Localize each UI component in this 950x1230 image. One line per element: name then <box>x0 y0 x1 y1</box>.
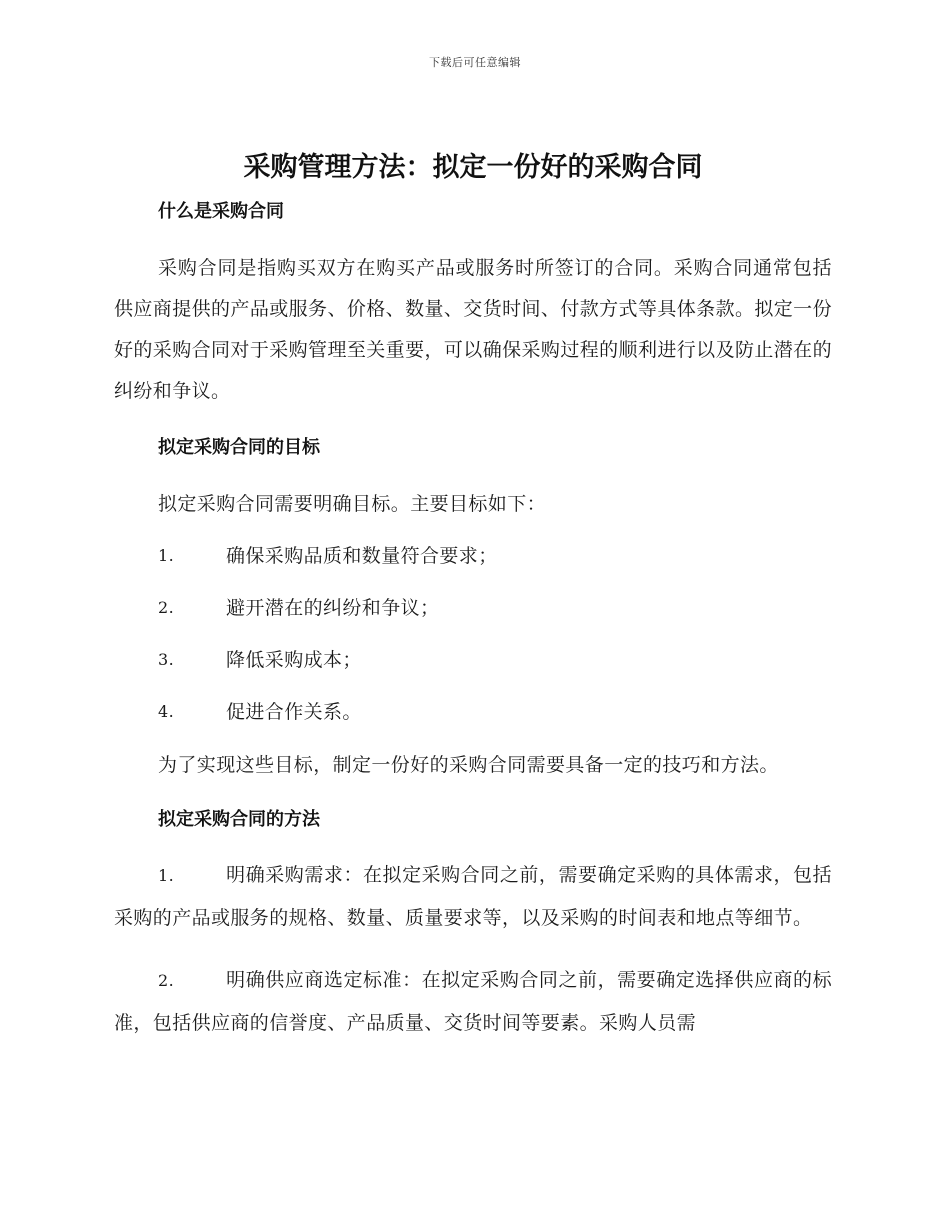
document-body <box>114 148 832 1044</box>
list-item <box>114 543 832 569</box>
list-item-text: 促进合作关系。 <box>226 701 362 723</box>
page-header-note: 下载后可任意编辑 <box>429 56 521 69</box>
section-heading-goals: 拟定采购合同的目标 <box>158 437 320 458</box>
method-item-text: 明确采购需求：在拟定采购合同之前，需要确定采购的具体需求，包括采购的产品或服务的规格、数量、质量要求等，以及采购的时间表和地点等细节。 <box>114 864 832 929</box>
list-item-text: 避开潜在的纠纷和争议； <box>226 597 440 619</box>
method-item-text: 明确供应商选定标准：在拟定采购合同之前，需要确定选择供应商的标准，包括供应商的信誉度、产品质量、交货时间等要素。采购人员需 <box>114 969 832 1034</box>
list-item-number: 4. <box>158 702 175 721</box>
section-heading-what: 什么是采购合同 <box>158 201 284 222</box>
list-item-number: 3. <box>158 650 175 669</box>
paragraph-goals-outro: 为了实现这些目标，制定一份好的采购合同需要具备一定的技巧和方法。 <box>158 754 779 776</box>
list-item-text: 降低采购成本； <box>226 649 362 671</box>
paragraph-what: 采购合同是指购买双方在购买产品或服务时所签订的合同。采购合同通常包括供应商提供的产品或服务、价格、数量、交货时间、付款方式等具体条款。拟定一份好的采购合同对于采购管理至关重要，可以确保采购过程的顺利进行以及防止潜在的纠纷和争议。 <box>114 257 832 402</box>
document-title: 采购管理方法：拟定一份好的采购合同 <box>243 152 703 183</box>
paragraph-goals-intro: 拟定采购合同需要明确目标。主要目标如下： <box>158 493 547 515</box>
method-item-2 <box>114 959 832 1044</box>
method-item-1 <box>114 854 832 939</box>
list-item <box>114 647 832 673</box>
section-heading-methods: 拟定采购合同的方法 <box>158 809 320 830</box>
method-item-number: 1. <box>158 866 175 885</box>
list-item <box>114 699 832 725</box>
list-item-number: 1. <box>158 546 175 565</box>
list-item-text: 确保采购品质和数量符合要求； <box>226 545 498 567</box>
goals-list <box>114 543 832 725</box>
list-item <box>114 595 832 621</box>
method-item-number: 2. <box>158 971 175 990</box>
list-item-number: 2. <box>158 598 175 617</box>
